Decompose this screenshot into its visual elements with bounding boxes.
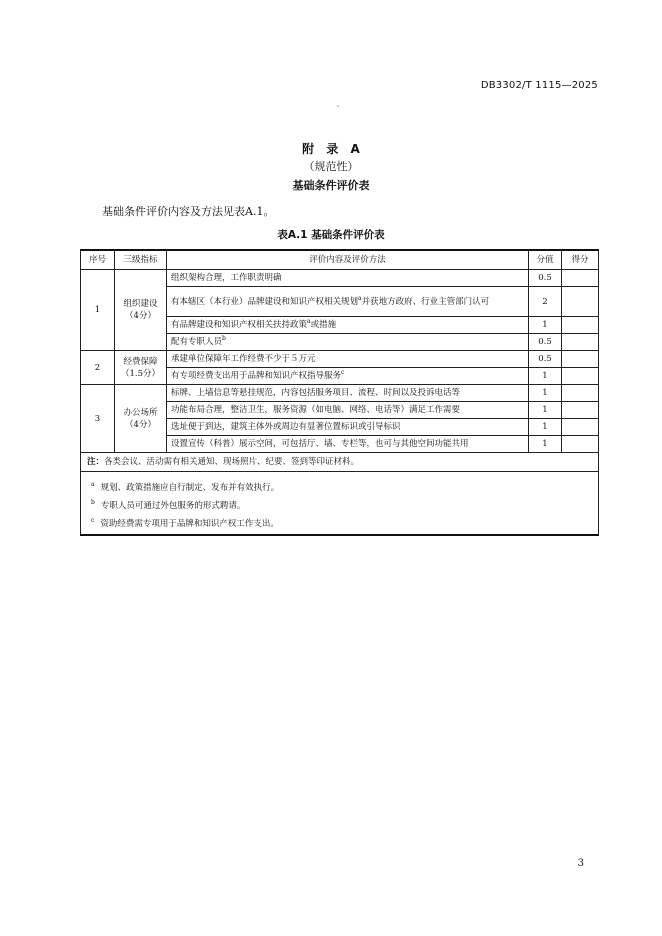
appendix-name: 基础条件评价表 bbox=[292, 179, 370, 192]
table-note bbox=[81, 453, 599, 472]
indicator-name: 组织建设 bbox=[123, 299, 158, 309]
decorative-dot bbox=[337, 105, 339, 107]
row-score: 1 bbox=[529, 419, 562, 436]
table-caption: 表A.1 基础条件评价表 bbox=[277, 229, 385, 241]
footnote-ref: a bbox=[307, 318, 311, 326]
row-content: 选址便于到达，建筑主体外或周边有显著位置标识或引导标识 bbox=[167, 419, 529, 436]
row-content: 有专项经费支出用于品牌和知识产权指导服务$^c$ bbox=[167, 368, 529, 385]
indicator-points: （4分） bbox=[125, 311, 156, 321]
row-score: 1 bbox=[529, 368, 562, 385]
row-score: 0.5 bbox=[529, 351, 562, 368]
group-number: 1 bbox=[81, 270, 115, 351]
appendix-title: 附 录 A bbox=[302, 142, 360, 156]
footnote-ref: a bbox=[358, 294, 362, 302]
evaluation-table bbox=[80, 249, 599, 536]
footnote-b: $^b$ 专职人员可通过外包服务的形式聘请。 bbox=[91, 499, 246, 511]
row-score: 0.5 bbox=[529, 334, 562, 351]
row-score: 1 bbox=[529, 402, 562, 419]
appendix-type: （规范性） bbox=[303, 160, 359, 173]
header-got: 得分 bbox=[562, 250, 599, 270]
group-indicator bbox=[115, 351, 167, 385]
group-number: 2 bbox=[81, 351, 115, 385]
group-number: 3 bbox=[81, 385, 115, 453]
document-code: DB3302/T 1115—2025 bbox=[480, 80, 598, 91]
table-row bbox=[81, 270, 599, 287]
row-content: 配有专职人员$^b$ bbox=[167, 334, 529, 351]
header-no: 序号 bbox=[81, 250, 115, 270]
row-got-cell bbox=[562, 385, 599, 402]
row-content: 承建单位保障年工作经费不少于５万元 bbox=[167, 351, 529, 368]
row-content: 有品牌建设和知识产权相关扶持政策$^a$或措施 bbox=[167, 317, 529, 334]
indicator-name: 经费保障 bbox=[123, 356, 158, 367]
indicator-points: （4分） bbox=[125, 419, 156, 430]
table-footnotes bbox=[81, 472, 599, 536]
note-row bbox=[81, 453, 599, 472]
row-content: 设置宣传（科普）展示空间，可包括厅、墙、专栏等，也可与其他空间功能共用 bbox=[167, 436, 529, 453]
row-score: 1 bbox=[529, 317, 562, 334]
header-score: 分值 bbox=[529, 250, 562, 270]
row-content: 功能布局合理，整洁卫生，服务资源（如电脑、网络、电话等）满足工作需要 bbox=[167, 402, 529, 419]
row-score: 1 bbox=[529, 436, 562, 453]
footnotes-row bbox=[81, 472, 599, 536]
intro-paragraph: 基础条件评价内容及方法见表A.1。 bbox=[102, 205, 275, 218]
row-score: 1 bbox=[529, 385, 562, 402]
row-got-cell bbox=[562, 270, 599, 287]
row-got-cell bbox=[562, 317, 599, 334]
group-indicator bbox=[115, 270, 167, 351]
note-label: 注： bbox=[87, 457, 105, 467]
indicator-points: （1.5分） bbox=[120, 368, 161, 379]
indicator-name: 办公场所 bbox=[123, 407, 158, 418]
note-text: 各类会议、活动需有相关通知、现场照片、纪要、签到等印证材料。 bbox=[104, 457, 360, 467]
row-content: 有本辖区（本行业）品牌建设和知识产权相关规划$^a$并获地方政府、行业主管部门认可 bbox=[167, 287, 529, 317]
header-content: 评价内容及评价方法 bbox=[167, 250, 529, 270]
group-indicator bbox=[115, 385, 167, 453]
footnote-ref: c bbox=[341, 369, 345, 377]
page-number: 3 bbox=[577, 858, 584, 869]
row-got-cell bbox=[562, 419, 599, 436]
footnote-ref: b bbox=[222, 335, 226, 343]
row-got-cell bbox=[562, 334, 599, 351]
row-content: 标牌、上墙信息等悬挂规范，内容包括服务项目、流程、时间以及投诉电话等 bbox=[167, 385, 529, 402]
row-score: 2 bbox=[529, 287, 562, 317]
row-got-cell bbox=[562, 402, 599, 419]
table-row bbox=[81, 351, 599, 368]
row-score: 0.5 bbox=[529, 270, 562, 287]
row-content: 组织架构合理，工作职责明确 bbox=[167, 270, 529, 287]
row-got-cell bbox=[562, 287, 599, 317]
row-got-cell bbox=[562, 368, 599, 385]
footnote-c: $^c$ 资助经费需专项用于品牌和知识产权工作支出。 bbox=[91, 517, 279, 529]
table-row bbox=[81, 385, 599, 402]
header-indicator: 三级指标 bbox=[115, 250, 167, 270]
row-got-cell bbox=[562, 351, 599, 368]
row-got-cell bbox=[562, 436, 599, 453]
footnote-a: $^a$ 规划、政策措施应自行制定、发布并有效执行。 bbox=[91, 481, 280, 493]
